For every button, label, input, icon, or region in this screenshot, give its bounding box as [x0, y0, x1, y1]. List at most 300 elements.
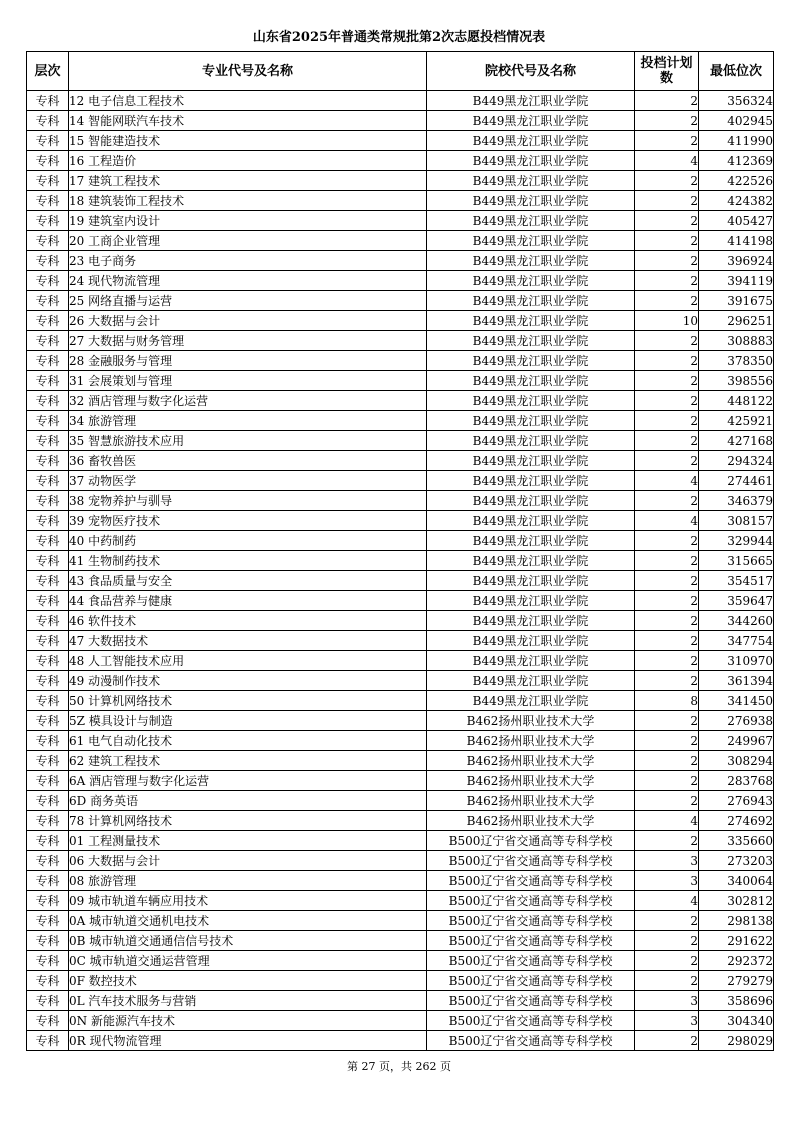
school-cell: B500辽宁省交通高等专科学校: [427, 871, 635, 891]
plan-cell: 2: [635, 671, 699, 691]
table-row: [27, 851, 774, 871]
school-cell: B449黑龙江职业学院: [427, 271, 635, 291]
table-row: [27, 91, 774, 111]
major-cell: 38 宠物养护与驯导: [69, 491, 427, 511]
plan-cell: 2: [635, 491, 699, 511]
level-cell: 专科: [27, 851, 69, 871]
school-cell: B449黑龙江职业学院: [427, 591, 635, 611]
table-row: [27, 751, 774, 771]
rank-cell: 354517: [699, 571, 774, 591]
level-cell: 专科: [27, 451, 69, 471]
table-row: [27, 171, 774, 191]
major-cell: 40 中药制药: [69, 531, 427, 551]
school-cell: B449黑龙江职业学院: [427, 491, 635, 511]
major-cell: 17 建筑工程技术: [69, 171, 427, 191]
table-header: [27, 52, 774, 91]
rank-cell: 298029: [699, 1031, 774, 1051]
rank-cell: 310970: [699, 651, 774, 671]
plan-cell: 2: [635, 931, 699, 951]
major-cell: 14 智能网联汽车技术: [69, 111, 427, 131]
level-cell: 专科: [27, 351, 69, 371]
level-cell: 专科: [27, 771, 69, 791]
school-cell: B449黑龙江职业学院: [427, 231, 635, 251]
major-cell: 16 工程造价: [69, 151, 427, 171]
level-cell: 专科: [27, 211, 69, 231]
level-cell: 专科: [27, 911, 69, 931]
plan-cell: 10: [635, 311, 699, 331]
rank-cell: 340064: [699, 871, 774, 891]
rank-cell: 283768: [699, 771, 774, 791]
rank-cell: 279279: [699, 971, 774, 991]
major-cell: 47 大数据技术: [69, 631, 427, 651]
school-cell: B500辽宁省交通高等专科学校: [427, 1031, 635, 1051]
school-cell: B449黑龙江职业学院: [427, 551, 635, 571]
rank-cell: 347754: [699, 631, 774, 651]
major-cell: 44 食品营养与健康: [69, 591, 427, 611]
level-cell: 专科: [27, 611, 69, 631]
table-row: [27, 351, 774, 371]
table-row: [27, 731, 774, 751]
table-row: [27, 111, 774, 131]
plan-cell: 2: [635, 91, 699, 111]
school-cell: B449黑龙江职业学院: [427, 131, 635, 151]
plan-cell: 2: [635, 751, 699, 771]
major-cell: 01 工程测量技术: [69, 831, 427, 851]
school-cell: B449黑龙江职业学院: [427, 251, 635, 271]
school-cell: B449黑龙江职业学院: [427, 531, 635, 551]
table-row: [27, 311, 774, 331]
table-row: [27, 971, 774, 991]
plan-cell: 3: [635, 851, 699, 871]
school-cell: B449黑龙江职业学院: [427, 451, 635, 471]
level-cell: 专科: [27, 271, 69, 291]
major-cell: 34 旅游管理: [69, 411, 427, 431]
school-cell: B449黑龙江职业学院: [427, 611, 635, 631]
rank-cell: 359647: [699, 591, 774, 611]
table-row: [27, 771, 774, 791]
header-row: [27, 52, 774, 91]
table-row: [27, 331, 774, 351]
rank-cell: 424382: [699, 191, 774, 211]
major-cell: 0C 城市轨道交通运营管理: [69, 951, 427, 971]
school-cell: B500辽宁省交通高等专科学校: [427, 971, 635, 991]
rank-cell: 308883: [699, 331, 774, 351]
rank-cell: 302812: [699, 891, 774, 911]
rank-cell: 308294: [699, 751, 774, 771]
table-row: [27, 511, 774, 531]
rank-cell: 335660: [699, 831, 774, 851]
table-row: [27, 291, 774, 311]
plan-cell: 2: [635, 611, 699, 631]
major-cell: 61 电气自动化技术: [69, 731, 427, 751]
school-cell: B449黑龙江职业学院: [427, 311, 635, 331]
major-cell: 31 会展策划与管理: [69, 371, 427, 391]
table-row: [27, 591, 774, 611]
level-cell: 专科: [27, 711, 69, 731]
school-cell: B462扬州职业技术大学: [427, 771, 635, 791]
level-cell: 专科: [27, 311, 69, 331]
rank-cell: 291622: [699, 931, 774, 951]
major-cell: 48 人工智能技术应用: [69, 651, 427, 671]
table-row: [27, 471, 774, 491]
table-row: [27, 651, 774, 671]
level-cell: 专科: [27, 591, 69, 611]
rank-cell: 274461: [699, 471, 774, 491]
major-cell: 50 计算机网络技术: [69, 691, 427, 711]
level-cell: 专科: [27, 131, 69, 151]
table-row: [27, 251, 774, 271]
major-cell: 15 智能建造技术: [69, 131, 427, 151]
major-cell: 18 建筑装饰工程技术: [69, 191, 427, 211]
plan-cell: 2: [635, 191, 699, 211]
plan-cell: 2: [635, 591, 699, 611]
major-cell: 39 宠物医疗技术: [69, 511, 427, 531]
table-row: [27, 611, 774, 631]
table-row: [27, 551, 774, 571]
plan-cell: 2: [635, 231, 699, 251]
major-cell: 32 酒店管理与数字化运营: [69, 391, 427, 411]
major-cell: 5Z 模具设计与制造: [69, 711, 427, 731]
table-body: [27, 91, 774, 1051]
header-plan-line2: 数: [659, 71, 673, 86]
school-cell: B449黑龙江职业学院: [427, 631, 635, 651]
rank-cell: 422526: [699, 171, 774, 191]
rank-cell: 344260: [699, 611, 774, 631]
plan-cell: 2: [635, 111, 699, 131]
table-row: [27, 271, 774, 291]
level-cell: 专科: [27, 1011, 69, 1031]
plan-cell: 2: [635, 831, 699, 851]
plan-cell: 2: [635, 651, 699, 671]
level-cell: 专科: [27, 971, 69, 991]
major-cell: 09 城市轨道车辆应用技术: [69, 891, 427, 911]
plan-cell: 2: [635, 371, 699, 391]
table-row: [27, 1031, 774, 1051]
table-row: [27, 191, 774, 211]
major-cell: 27 大数据与财务管理: [69, 331, 427, 351]
rank-cell: 341450: [699, 691, 774, 711]
plan-cell: 2: [635, 411, 699, 431]
level-cell: 专科: [27, 791, 69, 811]
major-cell: 24 现代物流管理: [69, 271, 427, 291]
school-cell: B449黑龙江职业学院: [427, 91, 635, 111]
header-plan: [635, 52, 699, 91]
level-cell: 专科: [27, 731, 69, 751]
major-cell: 19 建筑室内设计: [69, 211, 427, 231]
table-row: [27, 391, 774, 411]
major-cell: 20 工商企业管理: [69, 231, 427, 251]
school-cell: B500辽宁省交通高等专科学校: [427, 931, 635, 951]
rank-cell: 427168: [699, 431, 774, 451]
level-cell: 专科: [27, 331, 69, 351]
major-cell: 43 食品质量与安全: [69, 571, 427, 591]
major-cell: 25 网络直播与运营: [69, 291, 427, 311]
table-row: [27, 911, 774, 931]
major-cell: 0L 汽车技术服务与营销: [69, 991, 427, 1011]
plan-cell: 4: [635, 891, 699, 911]
plan-cell: 2: [635, 1031, 699, 1051]
level-cell: 专科: [27, 751, 69, 771]
rank-cell: 378350: [699, 351, 774, 371]
level-cell: 专科: [27, 951, 69, 971]
table-row: [27, 891, 774, 911]
rank-cell: 329944: [699, 531, 774, 551]
rank-cell: 276943: [699, 791, 774, 811]
plan-cell: 4: [635, 811, 699, 831]
rank-cell: 249967: [699, 731, 774, 751]
school-cell: B449黑龙江职业学院: [427, 651, 635, 671]
plan-cell: 2: [635, 571, 699, 591]
page-footer: 第 27 页，共 262 页: [347, 1060, 451, 1073]
school-cell: B449黑龙江职业学院: [427, 671, 635, 691]
level-cell: 专科: [27, 891, 69, 911]
major-cell: 6A 酒店管理与数字化运营: [69, 771, 427, 791]
rank-cell: 294324: [699, 451, 774, 471]
major-cell: 23 电子商务: [69, 251, 427, 271]
major-cell: 0F 数控技术: [69, 971, 427, 991]
plan-cell: 4: [635, 471, 699, 491]
level-cell: 专科: [27, 871, 69, 891]
rank-cell: 358696: [699, 991, 774, 1011]
major-cell: 37 动物医学: [69, 471, 427, 491]
plan-cell: 3: [635, 871, 699, 891]
level-cell: 专科: [27, 691, 69, 711]
plan-cell: 2: [635, 911, 699, 931]
plan-cell: 2: [635, 251, 699, 271]
plan-cell: 2: [635, 291, 699, 311]
rank-cell: 394119: [699, 271, 774, 291]
rank-cell: 396924: [699, 251, 774, 271]
major-cell: 49 动漫制作技术: [69, 671, 427, 691]
plan-cell: 2: [635, 131, 699, 151]
level-cell: 专科: [27, 1031, 69, 1051]
major-cell: 12 电子信息工程技术: [69, 91, 427, 111]
level-cell: 专科: [27, 931, 69, 951]
plan-cell: 2: [635, 531, 699, 551]
major-cell: 41 生物制药技术: [69, 551, 427, 571]
school-cell: B500辽宁省交通高等专科学校: [427, 851, 635, 871]
table-row: [27, 991, 774, 1011]
table-row: [27, 531, 774, 551]
table-row: [27, 671, 774, 691]
school-cell: B500辽宁省交通高等专科学校: [427, 951, 635, 971]
header-level: 层次: [27, 52, 69, 91]
school-cell: B449黑龙江职业学院: [427, 211, 635, 231]
school-cell: B449黑龙江职业学院: [427, 691, 635, 711]
level-cell: 专科: [27, 631, 69, 651]
table-row: [27, 411, 774, 431]
major-cell: 0N 新能源汽车技术: [69, 1011, 427, 1031]
plan-cell: 2: [635, 271, 699, 291]
school-cell: B449黑龙江职业学院: [427, 111, 635, 131]
level-cell: 专科: [27, 411, 69, 431]
table-row: [27, 811, 774, 831]
level-cell: 专科: [27, 191, 69, 211]
page-title: 山东省2025年普通类常规批第2次志愿投档情况表: [252, 30, 546, 45]
header-school: 院校代号及名称: [427, 52, 635, 91]
rank-cell: 315665: [699, 551, 774, 571]
table-row: [27, 951, 774, 971]
level-cell: 专科: [27, 651, 69, 671]
table-row: [27, 491, 774, 511]
table-row: [27, 791, 774, 811]
admission-table: [26, 51, 774, 1051]
plan-cell: 2: [635, 631, 699, 651]
rank-cell: 276938: [699, 711, 774, 731]
school-cell: B449黑龙江职业学院: [427, 511, 635, 531]
table-row: [27, 431, 774, 451]
level-cell: 专科: [27, 431, 69, 451]
level-cell: 专科: [27, 991, 69, 1011]
school-cell: B462扬州职业技术大学: [427, 811, 635, 831]
plan-cell: 2: [635, 331, 699, 351]
plan-cell: 2: [635, 971, 699, 991]
table-row: [27, 711, 774, 731]
level-cell: 专科: [27, 571, 69, 591]
table-row: [27, 931, 774, 951]
major-cell: 78 计算机网络技术: [69, 811, 427, 831]
header-rank: 最低位次: [699, 52, 774, 91]
major-cell: 08 旅游管理: [69, 871, 427, 891]
table-row: [27, 631, 774, 651]
table-row: [27, 211, 774, 231]
major-cell: 26 大数据与会计: [69, 311, 427, 331]
header-major: 专业代号及名称: [69, 52, 427, 91]
table-row: [27, 231, 774, 251]
school-cell: B449黑龙江职业学院: [427, 411, 635, 431]
rank-cell: 292372: [699, 951, 774, 971]
major-cell: 28 金融服务与管理: [69, 351, 427, 371]
plan-cell: 8: [635, 691, 699, 711]
rank-cell: 273203: [699, 851, 774, 871]
rank-cell: 298138: [699, 911, 774, 931]
table-row: [27, 571, 774, 591]
school-cell: B449黑龙江职业学院: [427, 571, 635, 591]
plan-cell: 2: [635, 771, 699, 791]
school-cell: B500辽宁省交通高等专科学校: [427, 891, 635, 911]
level-cell: 专科: [27, 831, 69, 851]
table-row: [27, 371, 774, 391]
school-cell: B462扬州职业技术大学: [427, 751, 635, 771]
table-row: [27, 151, 774, 171]
rank-cell: 425921: [699, 411, 774, 431]
rank-cell: 346379: [699, 491, 774, 511]
plan-cell: 2: [635, 351, 699, 371]
table-row: [27, 1011, 774, 1031]
rank-cell: 448122: [699, 391, 774, 411]
level-cell: 专科: [27, 291, 69, 311]
table-row: [27, 691, 774, 711]
school-cell: B449黑龙江职业学院: [427, 331, 635, 351]
level-cell: 专科: [27, 471, 69, 491]
major-cell: 62 建筑工程技术: [69, 751, 427, 771]
school-cell: B449黑龙江职业学院: [427, 171, 635, 191]
major-cell: 0R 现代物流管理: [69, 1031, 427, 1051]
level-cell: 专科: [27, 511, 69, 531]
school-cell: B449黑龙江职业学院: [427, 351, 635, 371]
plan-cell: 2: [635, 211, 699, 231]
school-cell: B449黑龙江职业学院: [427, 391, 635, 411]
rank-cell: 414198: [699, 231, 774, 251]
school-cell: B462扬州职业技术大学: [427, 731, 635, 751]
rank-cell: 405427: [699, 211, 774, 231]
rank-cell: 398556: [699, 371, 774, 391]
rank-cell: 361394: [699, 671, 774, 691]
table-row: [27, 831, 774, 851]
rank-cell: 356324: [699, 91, 774, 111]
major-cell: 06 大数据与会计: [69, 851, 427, 871]
level-cell: 专科: [27, 491, 69, 511]
rank-cell: 308157: [699, 511, 774, 531]
level-cell: 专科: [27, 671, 69, 691]
plan-cell: 2: [635, 791, 699, 811]
major-cell: 6D 商务英语: [69, 791, 427, 811]
major-cell: 35 智慧旅游技术应用: [69, 431, 427, 451]
plan-cell: 2: [635, 731, 699, 751]
level-cell: 专科: [27, 231, 69, 251]
level-cell: 专科: [27, 111, 69, 131]
level-cell: 专科: [27, 251, 69, 271]
plan-cell: 2: [635, 171, 699, 191]
school-cell: B449黑龙江职业学院: [427, 431, 635, 451]
school-cell: B500辽宁省交通高等专科学校: [427, 831, 635, 851]
rank-cell: 296251: [699, 311, 774, 331]
table-row: [27, 451, 774, 471]
table-row: [27, 871, 774, 891]
school-cell: B449黑龙江职业学院: [427, 471, 635, 491]
plan-cell: 3: [635, 991, 699, 1011]
school-cell: B449黑龙江职业学院: [427, 371, 635, 391]
plan-cell: 3: [635, 1011, 699, 1031]
school-cell: B500辽宁省交通高等专科学校: [427, 1011, 635, 1031]
school-cell: B500辽宁省交通高等专科学校: [427, 911, 635, 931]
plan-cell: 2: [635, 431, 699, 451]
school-cell: B500辽宁省交通高等专科学校: [427, 991, 635, 1011]
major-cell: 36 畜牧兽医: [69, 451, 427, 471]
level-cell: 专科: [27, 151, 69, 171]
level-cell: 专科: [27, 531, 69, 551]
plan-cell: 4: [635, 511, 699, 531]
rank-cell: 304340: [699, 1011, 774, 1031]
header-plan-line1: 投档计划: [640, 56, 693, 71]
plan-cell: 2: [635, 451, 699, 471]
level-cell: 专科: [27, 551, 69, 571]
school-cell: B449黑龙江职业学院: [427, 191, 635, 211]
school-cell: B462扬州职业技术大学: [427, 791, 635, 811]
table-row: [27, 131, 774, 151]
rank-cell: 402945: [699, 111, 774, 131]
major-cell: 46 软件技术: [69, 611, 427, 631]
plan-cell: 2: [635, 551, 699, 571]
rank-cell: 274692: [699, 811, 774, 831]
rank-cell: 411990: [699, 131, 774, 151]
level-cell: 专科: [27, 391, 69, 411]
level-cell: 专科: [27, 91, 69, 111]
rank-cell: 412369: [699, 151, 774, 171]
school-cell: B449黑龙江职业学院: [427, 291, 635, 311]
plan-cell: 2: [635, 711, 699, 731]
school-cell: B462扬州职业技术大学: [427, 711, 635, 731]
major-cell: 0B 城市轨道交通通信信号技术: [69, 931, 427, 951]
level-cell: 专科: [27, 811, 69, 831]
rank-cell: 391675: [699, 291, 774, 311]
major-cell: 0A 城市轨道交通机电技术: [69, 911, 427, 931]
plan-cell: 2: [635, 951, 699, 971]
level-cell: 专科: [27, 371, 69, 391]
plan-cell: 4: [635, 151, 699, 171]
plan-cell: 2: [635, 391, 699, 411]
level-cell: 专科: [27, 171, 69, 191]
